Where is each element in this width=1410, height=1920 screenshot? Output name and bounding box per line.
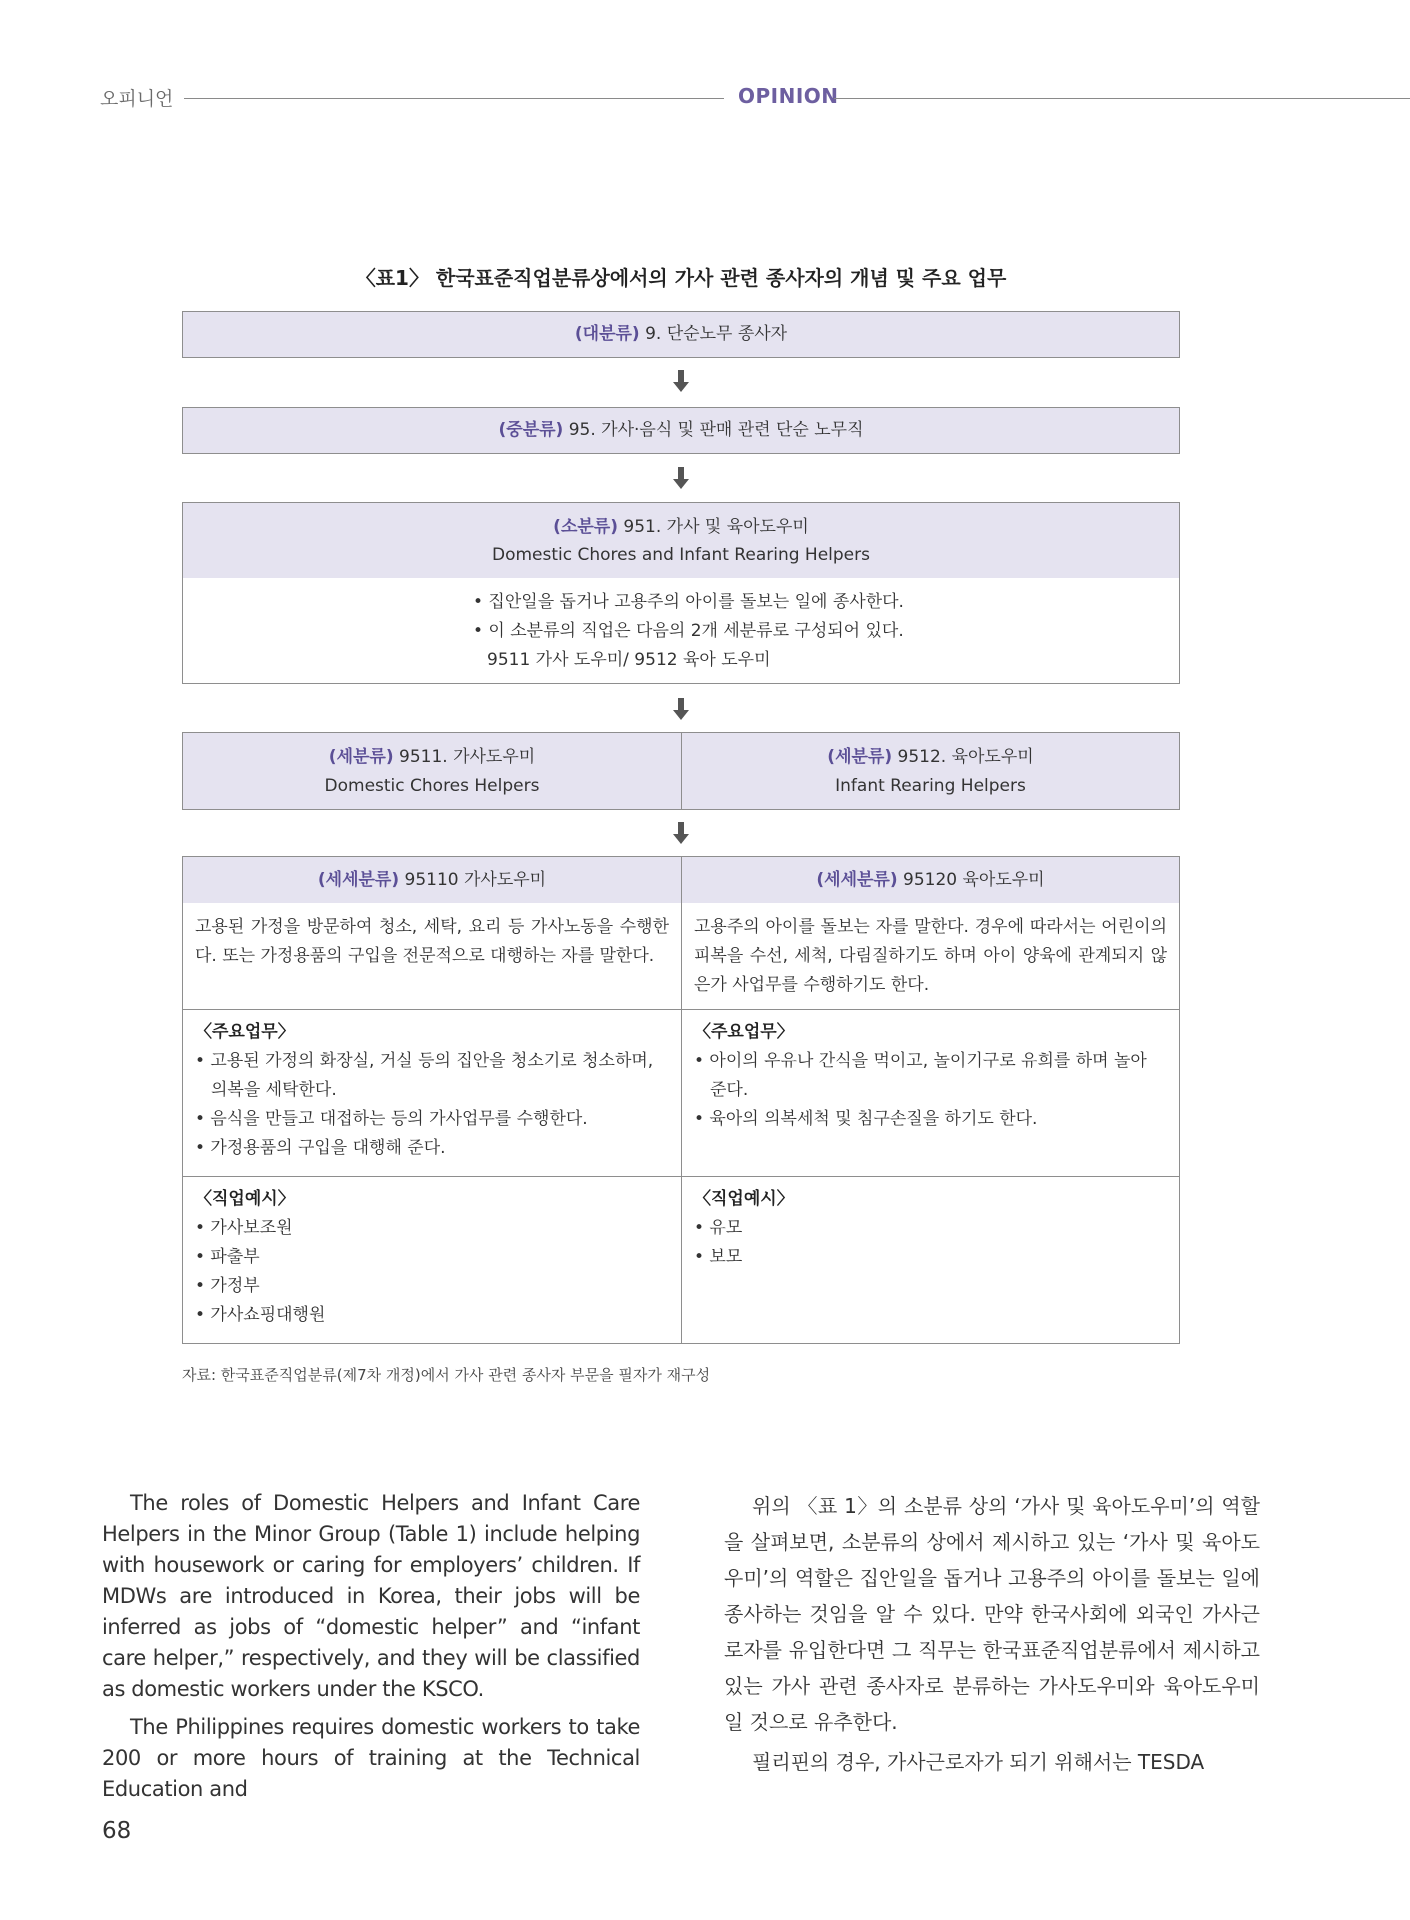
subunit-right — [682, 857, 1179, 903]
subunit-left-text: 95110 가사도우미 — [399, 870, 547, 890]
minor-group-label: (소분류) — [553, 517, 618, 537]
major-group-label: (대분류) — [574, 324, 640, 344]
english-paragraph-1: The roles of Domestic Helpers and Infant Care Helpers in the Minor Group (Table 1) include helping with housework or caring for employers’ children. If MDWs are introduced in Korea, their jobs will be inferred as jobs of “domestic helper” and “infant care helper,” respectively, and they will be classified as domestic workers under the KSCO. — [102, 1491, 640, 1701]
middle-group-box — [182, 407, 1180, 454]
table-title: 〈표1〉 한국표준직업분류상에서의 가사 관련 종사자의 개념 및 주요 업무 — [355, 266, 1007, 290]
task-item: • 가정용품의 구입을 대행해 준다. — [195, 1138, 446, 1158]
unit-left-text: 9511. 가사도우미 — [393, 747, 536, 767]
minor-bullet-1: • 집안일을 돕거나 고용주의 아이를 돌보는 일에 종사한다. — [473, 592, 904, 612]
example-item: • 파출부 — [195, 1247, 260, 1267]
page-number: 68 — [102, 1818, 132, 1844]
examples-title: 〈직업예시〉 — [694, 1189, 794, 1209]
tasks-right — [682, 1010, 1179, 1176]
unit-right-english: Infant Rearing Helpers — [835, 776, 1026, 796]
middle-group-label: (중분류) — [498, 420, 564, 440]
example-item: • 가사보조원 — [195, 1218, 293, 1238]
task-item: • 음식을 만들고 대접하는 등의 가사업무를 수행한다. — [195, 1109, 588, 1129]
down-arrow-icon — [672, 698, 690, 722]
example-item: • 가정부 — [195, 1276, 260, 1296]
middle-group-text: 95. 가사·음식 및 판매 관련 단순 노무직 — [563, 420, 864, 440]
unit-left-english: Domestic Chores Helpers — [324, 776, 540, 796]
example-item: • 유모 — [694, 1218, 743, 1238]
task-item: • 아이의 우유나 간식을 먹이고, 놀이기구로 유희를 하며 놀아 준다. — [694, 1051, 1147, 1100]
down-arrow-icon — [672, 822, 690, 846]
task-item: • 고용된 가정의 화장실, 거실 등의 집안을 청소기로 청소하며, 의복을 세탁한다. — [195, 1051, 654, 1100]
example-item: • 가사쇼핑대행원 — [195, 1305, 326, 1325]
minor-group-box — [182, 502, 1180, 579]
minor-bullet-2: • 이 소분류의 직업은 다음의 2개 세분류로 구성되어 있다. — [473, 621, 904, 641]
minor-group-description — [182, 578, 1180, 684]
subunit-group-row — [182, 856, 1180, 904]
unit-group-right — [682, 733, 1179, 809]
korean-column — [724, 1488, 1260, 1784]
english-paragraph-2: The Philippines requires domestic workers to take 200 or more hours of training at the Technical Education and — [102, 1715, 640, 1801]
description-right: 고용주의 아이를 돌보는 자를 말한다. 경우에 따라서는 어린이의 피복을 수선, 세척, 다림질하기도 하며 아이 양육에 관계되지 않은가 사업무를 수행하기도 한다. — [694, 917, 1167, 995]
table-source: 자료: 한국표준직업분류(제7차 개정)에서 가사 관련 종사자 부문을 필자가 재구성 — [182, 1366, 711, 1384]
header-rule-right — [834, 98, 1410, 99]
down-arrow-icon — [672, 370, 690, 394]
unit-left-label: (세분류) — [328, 747, 394, 767]
subunit-left-label: (세세분류) — [317, 870, 400, 890]
minor-group-text: 951. 가사 및 육아도우미 — [617, 517, 809, 537]
major-group-text: 9. 단순노무 종사자 — [639, 324, 788, 344]
major-group-box — [182, 311, 1180, 358]
korean-paragraph-2: 필리핀의 경우, 가사근로자가 되기 위해서는 TESDA — [752, 1750, 1205, 1774]
down-arrow-icon — [672, 467, 690, 491]
example-item: • 보모 — [694, 1247, 743, 1267]
unit-group-row — [182, 732, 1180, 810]
header-rule-left — [184, 98, 724, 99]
task-item: • 육아의 의복세척 및 침구손질을 하기도 한다. — [694, 1109, 1038, 1129]
description-row — [182, 903, 1180, 1010]
tasks-row — [182, 1009, 1180, 1177]
examples-left — [183, 1177, 682, 1343]
examples-title: 〈직업예시〉 — [195, 1189, 295, 1209]
page-header — [100, 84, 1410, 114]
subunit-right-label: (세세분류) — [816, 870, 898, 890]
minor-subgroups: 9511 가사 도우미/ 9512 육아 도우미 — [487, 650, 771, 670]
opinion-label: OPINION — [738, 84, 839, 108]
section-label: 오피니언 — [100, 88, 174, 110]
english-column — [102, 1488, 640, 1812]
unit-group-left — [183, 733, 682, 809]
examples-right — [682, 1177, 1179, 1343]
unit-right-label: (세분류) — [827, 747, 893, 767]
unit-right-text: 9512. 육아도우미 — [892, 747, 1034, 767]
description-left: 고용된 가정을 방문하여 청소, 세탁, 요리 등 가사노동을 수행한다. 또는 가정용품의 구입을 전문적으로 대행하는 자를 말한다. — [183, 903, 682, 1009]
tasks-left — [183, 1010, 682, 1176]
subunit-left — [183, 857, 682, 903]
examples-row — [182, 1176, 1180, 1344]
tasks-title: 〈주요업무〉 — [694, 1022, 794, 1042]
subunit-right-text: 95120 육아도우미 — [897, 870, 1045, 890]
minor-group-english: Domestic Chores and Infant Rearing Helpers — [492, 545, 870, 565]
korean-paragraph-1: 위의 〈표 1〉의 소분류 상의 ‘가사 및 육아도우미’의 역할을 살펴보면, 소분류의 상에서 제시하고 있는 ‘가사 및 육아도우미’의 역할은 집안일을 돕거나 고용주의 아이를 돌보는 일에 종사하는 것임을 알 수 있다. 만약 한국사회에 외국인 가사근로자를 유입한다면 그 직무는 한국표준직업분류에서 제시하고 있는 가사 관련 종사자로 분류하는 가사도우미와 육아도우미일 것으로 유추한다. — [724, 1494, 1260, 1734]
tasks-title: 〈주요업무〉 — [195, 1022, 295, 1042]
